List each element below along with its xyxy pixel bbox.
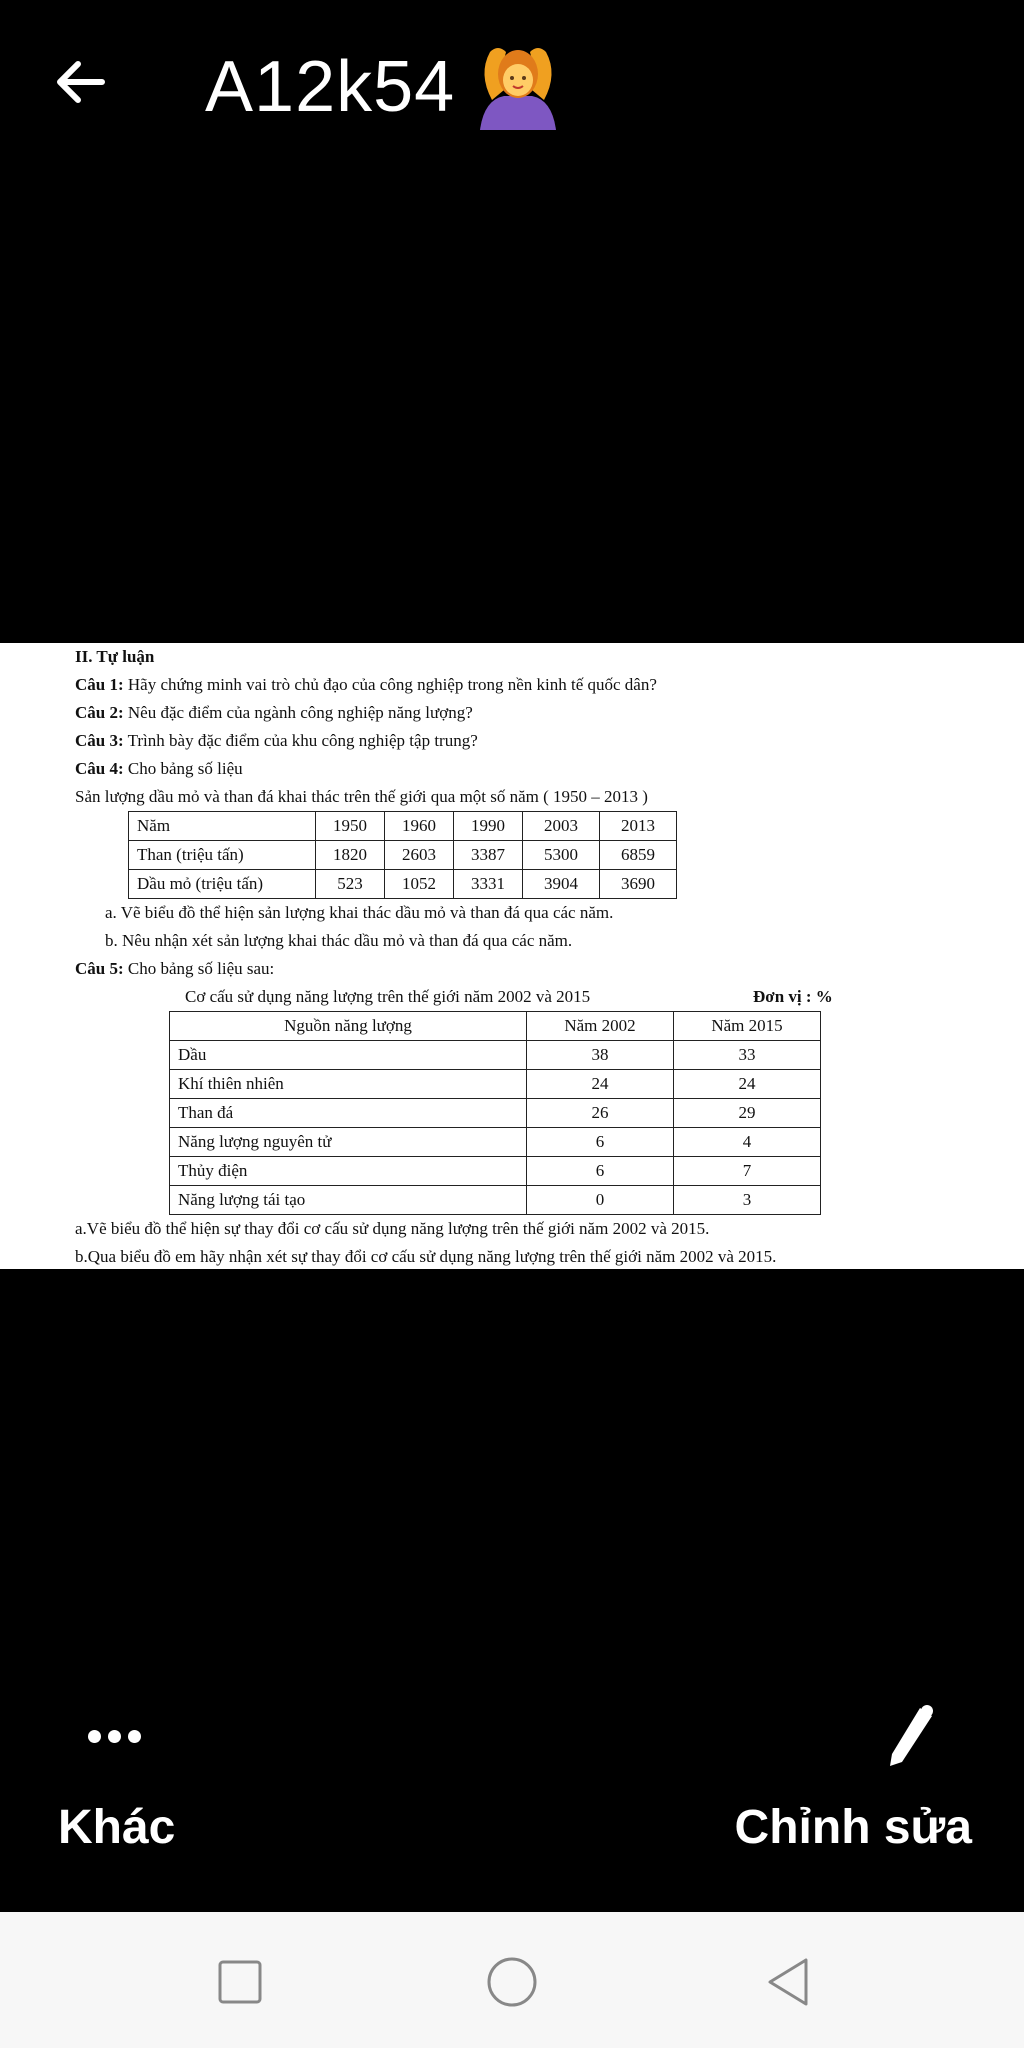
table-cell: 1960 (385, 812, 454, 841)
table-cell: 3387 (454, 841, 523, 870)
table-cell: 24 (674, 1070, 821, 1099)
person-gesturing-ok-emoji (470, 40, 566, 136)
table2-caption: Cơ cấu sử dụng năng lượng trên thế giới năm 2002 và 2015 (185, 987, 591, 1006)
circle-icon[interactable] (484, 1954, 540, 2010)
action-bar (0, 1690, 1024, 1880)
more-horizontal-icon (88, 1726, 148, 1749)
table2-unit: Đơn vị : % (753, 987, 833, 1006)
section-title: II. Tự luận (75, 647, 155, 666)
table-cell: 38 (527, 1041, 674, 1070)
question-5a: a.Vẽ biểu đồ thể hiện sự thay đổi cơ cấu sử dụng năng lượng trên thế giới năm 2002 và 2015. (75, 1219, 710, 1238)
table-cell: Than (triệu tấn) (129, 841, 316, 870)
document-text (75, 643, 975, 1271)
table-cell: Dầu (170, 1041, 527, 1070)
table-cell: 29 (674, 1099, 821, 1128)
top-bar (0, 0, 1024, 170)
table-cell: 3 (674, 1186, 821, 1215)
table2-caption-row (185, 983, 845, 1011)
more-button[interactable] (58, 1690, 198, 1870)
triangle-back-icon[interactable] (760, 1954, 816, 2010)
table-row (129, 870, 677, 899)
table-row (170, 1157, 821, 1186)
table-header-row (129, 812, 677, 841)
table-cell: 2003 (523, 812, 600, 841)
production-table (128, 811, 677, 899)
chat-title: A12k54 (205, 47, 456, 127)
table-row (129, 841, 677, 870)
table-cell: Năng lượng tái tạo (170, 1186, 527, 1215)
question-3: Câu 3: Trình bày đặc điểm của khu công nghiệp tập trung? (75, 731, 478, 750)
table-cell: 6 (527, 1157, 674, 1186)
table-cell: 1820 (316, 841, 385, 870)
table-row (170, 1186, 821, 1215)
table-cell: Thủy điện (170, 1157, 527, 1186)
table-cell: 0 (527, 1186, 674, 1215)
table-cell: Năng lượng nguyên tử (170, 1128, 527, 1157)
table-cell: 1950 (316, 812, 385, 841)
table-cell: 3690 (600, 870, 677, 899)
table-row (170, 1128, 821, 1157)
question-2: Câu 2: Nêu đặc điểm của ngành công nghiệp năng lượng? (75, 703, 473, 722)
table-cell: 24 (527, 1070, 674, 1099)
table-cell: 6859 (600, 841, 677, 870)
pencil-icon (880, 1702, 940, 1772)
table-cell: 4 (674, 1128, 821, 1157)
question-4a: a. Vẽ biểu đồ thể hiện sản lượng khai thác dầu mỏ và than đá qua các năm. (105, 903, 614, 922)
energy-structure-table (169, 1011, 821, 1215)
table-cell: Dầu mỏ (triệu tấn) (129, 870, 316, 899)
square-icon[interactable] (212, 1954, 268, 2010)
edit-label: Chỉnh sửa (734, 1801, 972, 1854)
table-cell: 523 (316, 870, 385, 899)
question-4b: b. Nêu nhận xét sản lượng khai thác dầu mỏ và than đá qua các năm. (105, 931, 573, 950)
system-nav-bar (0, 1912, 1024, 2048)
question-5: Câu 5: Cho bảng số liệu sau: (75, 959, 275, 978)
table-cell: 33 (674, 1041, 821, 1070)
question-5b: b.Qua biểu đồ em hãy nhận xét sự thay đổi cơ cấu sử dụng năng lượng trên thế giới năm 2002 và 2015. (75, 1247, 777, 1266)
table-cell: 1990 (454, 812, 523, 841)
table1-caption: Sản lượng dầu mỏ và than đá khai thác trên thế giới qua một số năm ( 1950 – 2013 ) (75, 787, 648, 806)
table-cell: Năm 2002 (527, 1012, 674, 1041)
table-cell: 6 (527, 1128, 674, 1157)
table-cell: Nguồn năng lượng (170, 1012, 527, 1041)
table-row (170, 1070, 821, 1099)
table-cell: 2013 (600, 812, 677, 841)
table-cell: 26 (527, 1099, 674, 1128)
more-label: Khác (58, 1801, 176, 1854)
edit-button[interactable] (720, 1690, 980, 1870)
arrow-left-icon[interactable] (50, 52, 110, 112)
table-row (170, 1041, 821, 1070)
table-cell: 3904 (523, 870, 600, 899)
document-photo[interactable] (0, 643, 1024, 1269)
table-row (170, 1099, 821, 1128)
table-cell: 7 (674, 1157, 821, 1186)
table-cell: Năm 2015 (674, 1012, 821, 1041)
table-cell: 2603 (385, 841, 454, 870)
table-cell: Khí thiên nhiên (170, 1070, 527, 1099)
table-header-row (170, 1012, 821, 1041)
table-cell: Than đá (170, 1099, 527, 1128)
table-cell: Năm (129, 812, 316, 841)
question-1: Câu 1: Hãy chứng minh vai trò chủ đạo của công nghiệp trong nền kinh tế quốc dân? (75, 675, 657, 694)
table-cell: 1052 (385, 870, 454, 899)
question-4: Câu 4: Cho bảng số liệu (75, 759, 243, 778)
table-cell: 3331 (454, 870, 523, 899)
table-cell: 5300 (523, 841, 600, 870)
